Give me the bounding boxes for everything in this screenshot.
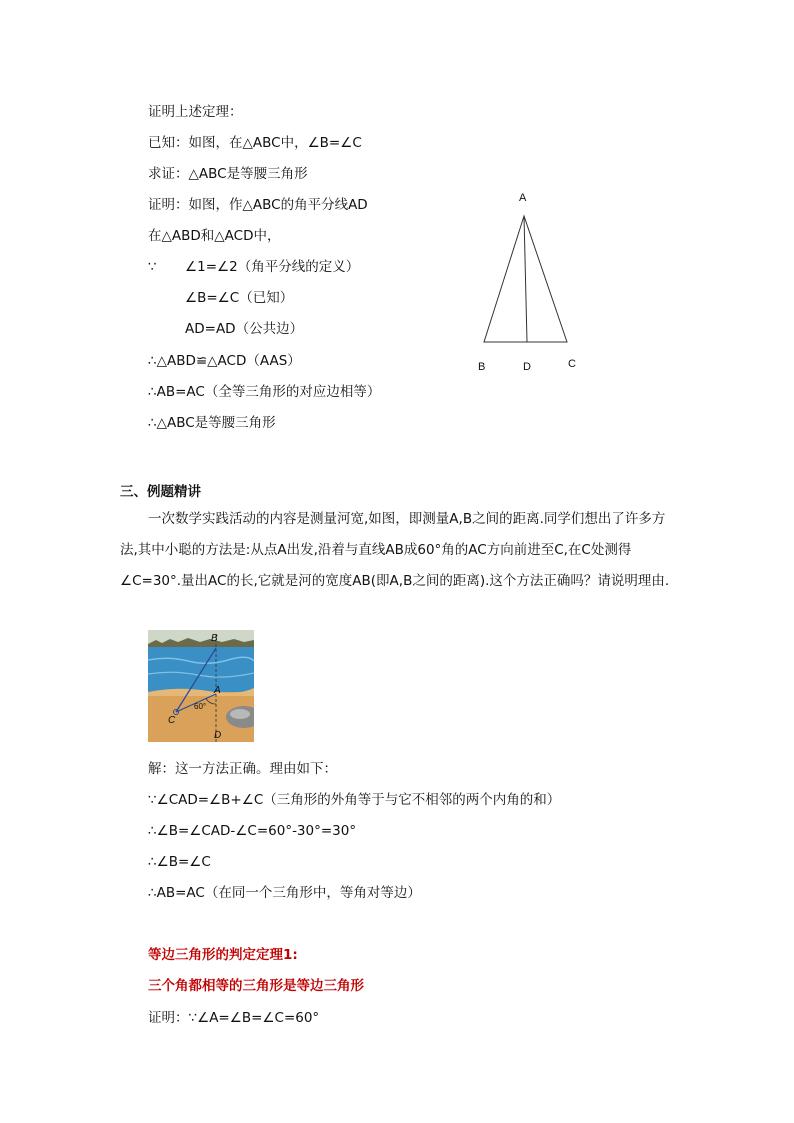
solution-line-1: ∵∠CAD=∠B+∠C（三角形的外角等于与它不相邻的两个内角的和） [148,792,561,808]
triangle-label-b: B [478,361,486,373]
proof-step-3: AD=AD（公共边） [185,321,304,337]
theorem-title: 等边三角形的判定定理1: [148,947,298,963]
solution-line-2: ∴∠B=∠CAD-∠C=60°-30°=30° [148,823,357,839]
in-triangles-line: 在△ABD和△ACD中， [148,228,281,244]
river-label-c: C [168,715,176,726]
triangle-label-a: A [519,192,527,204]
triangle-label-d: D [523,361,531,373]
example-problem: 一次数学实践活动的内容是测量河宽,如图，即测量A,B之间的距离.同学们想出了许多方法,其中小聪的方法是:从点A出发,沿着与直线AB成60°角的AC方向前进至C,在C处测得∠C=30°.量出AC的长,它就是河的宽度AB(即A,B之间的距离).这个方法正确吗？请说明理由. [120,511,670,589]
proof-conclusion-2: ∴AB=AC（全等三角形的对应边相等） [148,384,381,400]
theorem-proof-start: 证明：∵∠A=∠B=∠C=60° [148,1010,320,1026]
given-statement: 已知：如图，在△ABC中，∠B=∠C [148,135,362,151]
proof-conclusion-3: ∴△ABC是等腰三角形 [148,415,276,431]
because-symbol: ∵ [148,259,157,275]
solution-line-4: ∴AB=AC（在同一个三角形中，等角对等边） [148,885,421,901]
solution-intro: 解：这一方法正确。理由如下： [148,761,337,777]
theorem-statement: 三个角都相等的三角形是等边三角形 [148,978,364,994]
triangle-label-c: C [568,358,576,370]
example-heading: 三、例题精讲 [120,484,201,500]
to-prove-statement: 求证：△ABC是等腰三角形 [148,166,308,182]
proof-step-1: ∠1=∠2（角平分线的定义） [185,259,360,275]
proof-step-2: ∠B=∠C（已知） [185,290,294,306]
solution-line-3: ∴∠B=∠C [148,854,211,870]
river-label-b: B [211,633,218,644]
proof-heading: 证明上述定理： [148,104,243,120]
proof-conclusion-1: ∴△ABD≌△ACD（AAS） [148,353,301,369]
river-angle-label: 60° [194,702,207,711]
river-measurement-figure [148,630,254,742]
river-label-d: D [214,730,222,741]
isosceles-triangle-figure [470,190,590,380]
river-label-a: A [214,685,221,696]
proof-intro: 证明：如图，作△ABC的角平分线AD [148,197,368,213]
angle-bisector-ad [524,216,527,342]
river-illustration [148,630,254,742]
